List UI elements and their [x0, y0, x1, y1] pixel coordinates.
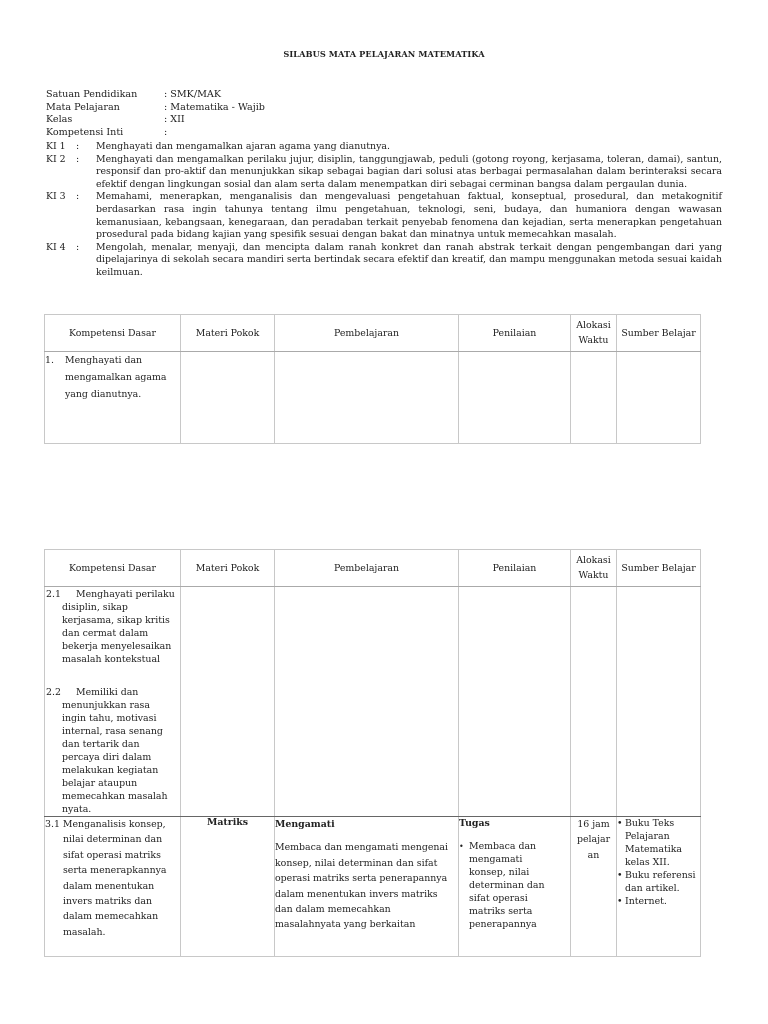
sumber-item: [617, 895, 700, 908]
page-title: SILABUS MATA PELAJARAN MATEMATIKA: [283, 49, 485, 59]
kd-number: 2.2: [46, 687, 61, 698]
sumber-line: Pelajaran: [625, 831, 670, 842]
kd-text: masalah.: [63, 926, 106, 938]
ki-text: Mengolah, menalar, menyaji, dan mencipta dalam ranah konkret dan ranah abstrak terkait dengan pengembangan dari yang dipelajarinya di sekolah secara mandiri serta bertindak secara efektif dan kreatif, dan mampu menggunakan metoda sesuai kaidah keilmuan.: [96, 241, 722, 278]
kd-text: kerjasama, sikap kritis: [62, 615, 170, 626]
bullet-icon: •: [459, 842, 464, 851]
sumber-line: Buku referensi: [625, 870, 696, 881]
kd-text: invers matriks dan: [63, 896, 152, 908]
table-row: [45, 587, 701, 817]
kd-text: nyata.: [62, 804, 92, 815]
kd-text: dalam memecahkan: [63, 911, 159, 923]
penilaian-heading: Tugas: [459, 818, 490, 829]
pembelajaran-line: konsep, nilai determinan dan sifat: [275, 857, 438, 869]
kd-text: dalam menentukan: [63, 880, 155, 892]
cell-kompetensi-dasar: [45, 587, 181, 817]
kd-text: belajar ataupun: [62, 778, 138, 789]
meta-value: : XII: [164, 114, 185, 126]
meta-row-kompetensi-inti: [46, 127, 265, 140]
cell-alokasi-waktu: [571, 587, 617, 817]
kd-text: dan tertarik dan: [62, 739, 140, 750]
kd-text: masalah kontekstual: [62, 654, 161, 665]
cell-pembelajaran: [275, 817, 459, 957]
cell-materi-pokok: [181, 352, 275, 444]
sumber-line: Buku Teks: [625, 818, 675, 829]
kd-text: dan cermat dalam: [62, 628, 149, 639]
header-alokasi-line2: Waktu: [578, 570, 609, 581]
alokasi-line: pelajar: [576, 834, 611, 846]
header-sumber-belajar: Sumber Belajar: [617, 315, 701, 352]
kd-text: nilai determinan dan: [63, 834, 163, 846]
kd-number: 1.: [45, 355, 54, 366]
kd-text: bekerja menyelesaikan: [62, 641, 172, 652]
ki-colon: :: [76, 241, 80, 253]
pembelajaran-line: dan dalam memecahkan: [275, 904, 391, 916]
header-penilaian: Penilaian: [459, 550, 571, 587]
pembelajaran-line: Membaca dan mengamati mengenai: [275, 842, 448, 854]
penilaian-line: penerapannya: [469, 919, 537, 930]
cell-pembelajaran: [275, 352, 459, 444]
header-alokasi-line1: Alokasi: [576, 320, 611, 331]
kd-text: Menghayati perilaku: [76, 589, 175, 600]
syllabus-table-1: [44, 314, 701, 444]
penilaian-line: matriks serta: [469, 906, 533, 917]
ki-text: Menghayati dan mengamalkan perilaku jujur, disiplin, tanggungjawab, peduli (gotong royong, kerjasama, toleran, damai), santun, responsif dan pro-aktif dan menunjukkan sikap sebagai bagian dari solusi atas berbagai permasalahan dalam berinteraksi secara efektif dengan lingkungan sosial dan alam serta dalam menempatkan diri sebagai cerminan bangsa dalam pergaulan dunia.: [96, 153, 722, 190]
cell-alokasi-waktu: [571, 817, 617, 957]
header-penilaian: Penilaian: [459, 315, 571, 352]
ki-colon: :: [76, 191, 80, 203]
header-materi-pokok: Materi Pokok: [181, 315, 275, 352]
bullet-icon: •: [617, 896, 623, 907]
sumber-line: dan artikel.: [625, 883, 680, 894]
bullet-icon: •: [617, 818, 623, 829]
ki-code: KI 2: [46, 153, 66, 165]
meta-label: Kompetensi Inti: [46, 126, 124, 138]
kd-text: Menghayati dan: [65, 355, 143, 366]
pembelajaran-line: masalahnyata yang berkaitan: [275, 919, 416, 931]
header-materi-pokok: Materi Pokok: [181, 550, 275, 587]
pembelajaran-paragraph: [275, 840, 458, 932]
sumber-item: [617, 817, 700, 869]
kd-text: internal, rasa senang: [62, 726, 163, 737]
alokasi-line: an: [587, 849, 600, 861]
penilaian-line: konsep, nilai: [469, 867, 530, 878]
bullet-icon: •: [617, 870, 623, 881]
kd-text: Memiliki dan: [76, 687, 139, 698]
kd-text: ingin tahu, motivasi: [62, 713, 157, 724]
syllabus-table-2: [44, 549, 701, 957]
sumber-line: Matematika: [625, 844, 683, 855]
penilaian-line: sifat operasi: [469, 893, 528, 904]
kd-text: yang dianutnya.: [65, 389, 142, 400]
header-alokasi-waktu: [571, 315, 617, 352]
meta-value: : Matematika - Wajib: [164, 101, 265, 113]
sumber-line: Internet.: [625, 896, 667, 907]
ki-item-1: [46, 141, 722, 154]
table-row: [45, 352, 701, 444]
table-header-row: [45, 550, 701, 587]
cell-kompetensi-dasar: [45, 352, 181, 444]
penilaian-list: [459, 840, 570, 931]
ki-code: KI 4: [46, 241, 66, 253]
kd-2-2: [45, 685, 180, 816]
kd-text: memecahkan masalah: [62, 791, 168, 802]
meta-row-kelas: [46, 114, 265, 127]
header-pembelajaran: Pembelajaran: [275, 550, 459, 587]
sumber-line: kelas XII.: [625, 857, 670, 868]
materi-pokok-text: Matriks: [206, 817, 249, 828]
ki-colon: :: [76, 153, 80, 165]
penilaian-item: [459, 840, 570, 931]
penilaian-line: determinan dan: [469, 880, 545, 891]
pembelajaran-heading: Mengamati: [275, 819, 335, 830]
alokasi-line: 16 jam: [577, 819, 610, 830]
cell-pembelajaran: [275, 587, 459, 817]
kd-number: 2.1: [46, 589, 61, 600]
cell-sumber-belajar: [617, 587, 701, 817]
meta-row-mata-pelajaran: [46, 102, 265, 115]
ki-code: KI 3: [46, 191, 66, 203]
kd-text: menunjukkan rasa: [62, 700, 150, 711]
meta-row-satuan-pendidikan: [46, 89, 265, 102]
cell-sumber-belajar: [617, 352, 701, 444]
cell-penilaian: [459, 587, 571, 817]
cell-materi-pokok: [181, 587, 275, 817]
meta-value: : SMK/MAK: [164, 89, 221, 100]
header-sumber-belajar: Sumber Belajar: [617, 550, 701, 587]
table-row: [45, 817, 701, 957]
cell-sumber-belajar: [617, 817, 701, 957]
kd-text: serta menerapkannya: [63, 865, 167, 877]
ki-item-3: [46, 191, 722, 241]
header-alokasi-waktu: [571, 550, 617, 587]
cell-kompetensi-dasar: [45, 817, 181, 957]
kd-2-1: [45, 587, 180, 666]
sumber-item: [617, 869, 700, 895]
ki-text: Memahami, menerapkan, menganalisis dan mengevaluasi pengetahuan faktual, konseptual, prosedural, dan metakognitif berdasarkan rasa ingin tahunya tentang ilmu pengetahuan, teknologi, seni, budaya, dan humaniora dengan wawasan kemanusiaan, kebangsaan, kenegaraan, dan peradaban terkait penyebab fenomena dan kejadian, serta menerapkan pengetahuan prosedural pada bidang kajian yang spesifik sesuai dengan bakat dan minatnya untuk memecahkan masalah.: [96, 191, 722, 241]
meta-value: :: [164, 126, 168, 138]
header-pembelajaran: Pembelajaran: [275, 315, 459, 352]
ki-item-2: [46, 154, 722, 192]
header-kompetensi-dasar: Kompetensi Dasar: [45, 550, 181, 587]
pembelajaran-line: operasi matriks serta penerapannya: [275, 873, 448, 885]
ki-code: KI 1: [46, 141, 66, 152]
cell-penilaian: [459, 817, 571, 957]
penilaian-line: Membaca dan: [469, 841, 537, 852]
document-metadata: [46, 89, 265, 139]
meta-label: Satuan Pendidikan: [46, 89, 138, 100]
meta-label: Kelas: [46, 114, 73, 126]
ki-colon: :: [76, 141, 80, 152]
header-alokasi-line2: Waktu: [578, 335, 609, 346]
kompetensi-inti-list: [46, 141, 722, 280]
penilaian-line: mengamati: [469, 854, 523, 865]
kd-text: melakukan kegiatan: [62, 765, 159, 776]
table-header-row: [45, 315, 701, 352]
ki-item-4: [46, 242, 722, 280]
header-kompetensi-dasar: Kompetensi Dasar: [45, 315, 181, 352]
pembelajaran-line: dalam menentukan invers matriks: [275, 888, 438, 900]
ki-text: Menghayati dan mengamalkan ajaran agama yang dianutnya.: [96, 141, 390, 152]
kd-text: percaya diri dalam: [62, 752, 152, 763]
cell-penilaian: [459, 352, 571, 444]
kd-text: mengamalkan agama: [65, 372, 167, 383]
meta-label: Mata Pelajaran: [46, 101, 120, 113]
kd-text: sifat operasi matriks: [63, 849, 161, 861]
kd-text: disiplin, sikap: [62, 602, 128, 613]
cell-materi-pokok: [181, 817, 275, 957]
header-alokasi-line1: Alokasi: [576, 555, 611, 566]
kd-text: 3.1 Menganalisis konsep,: [45, 819, 166, 830]
cell-alokasi-waktu: [571, 352, 617, 444]
